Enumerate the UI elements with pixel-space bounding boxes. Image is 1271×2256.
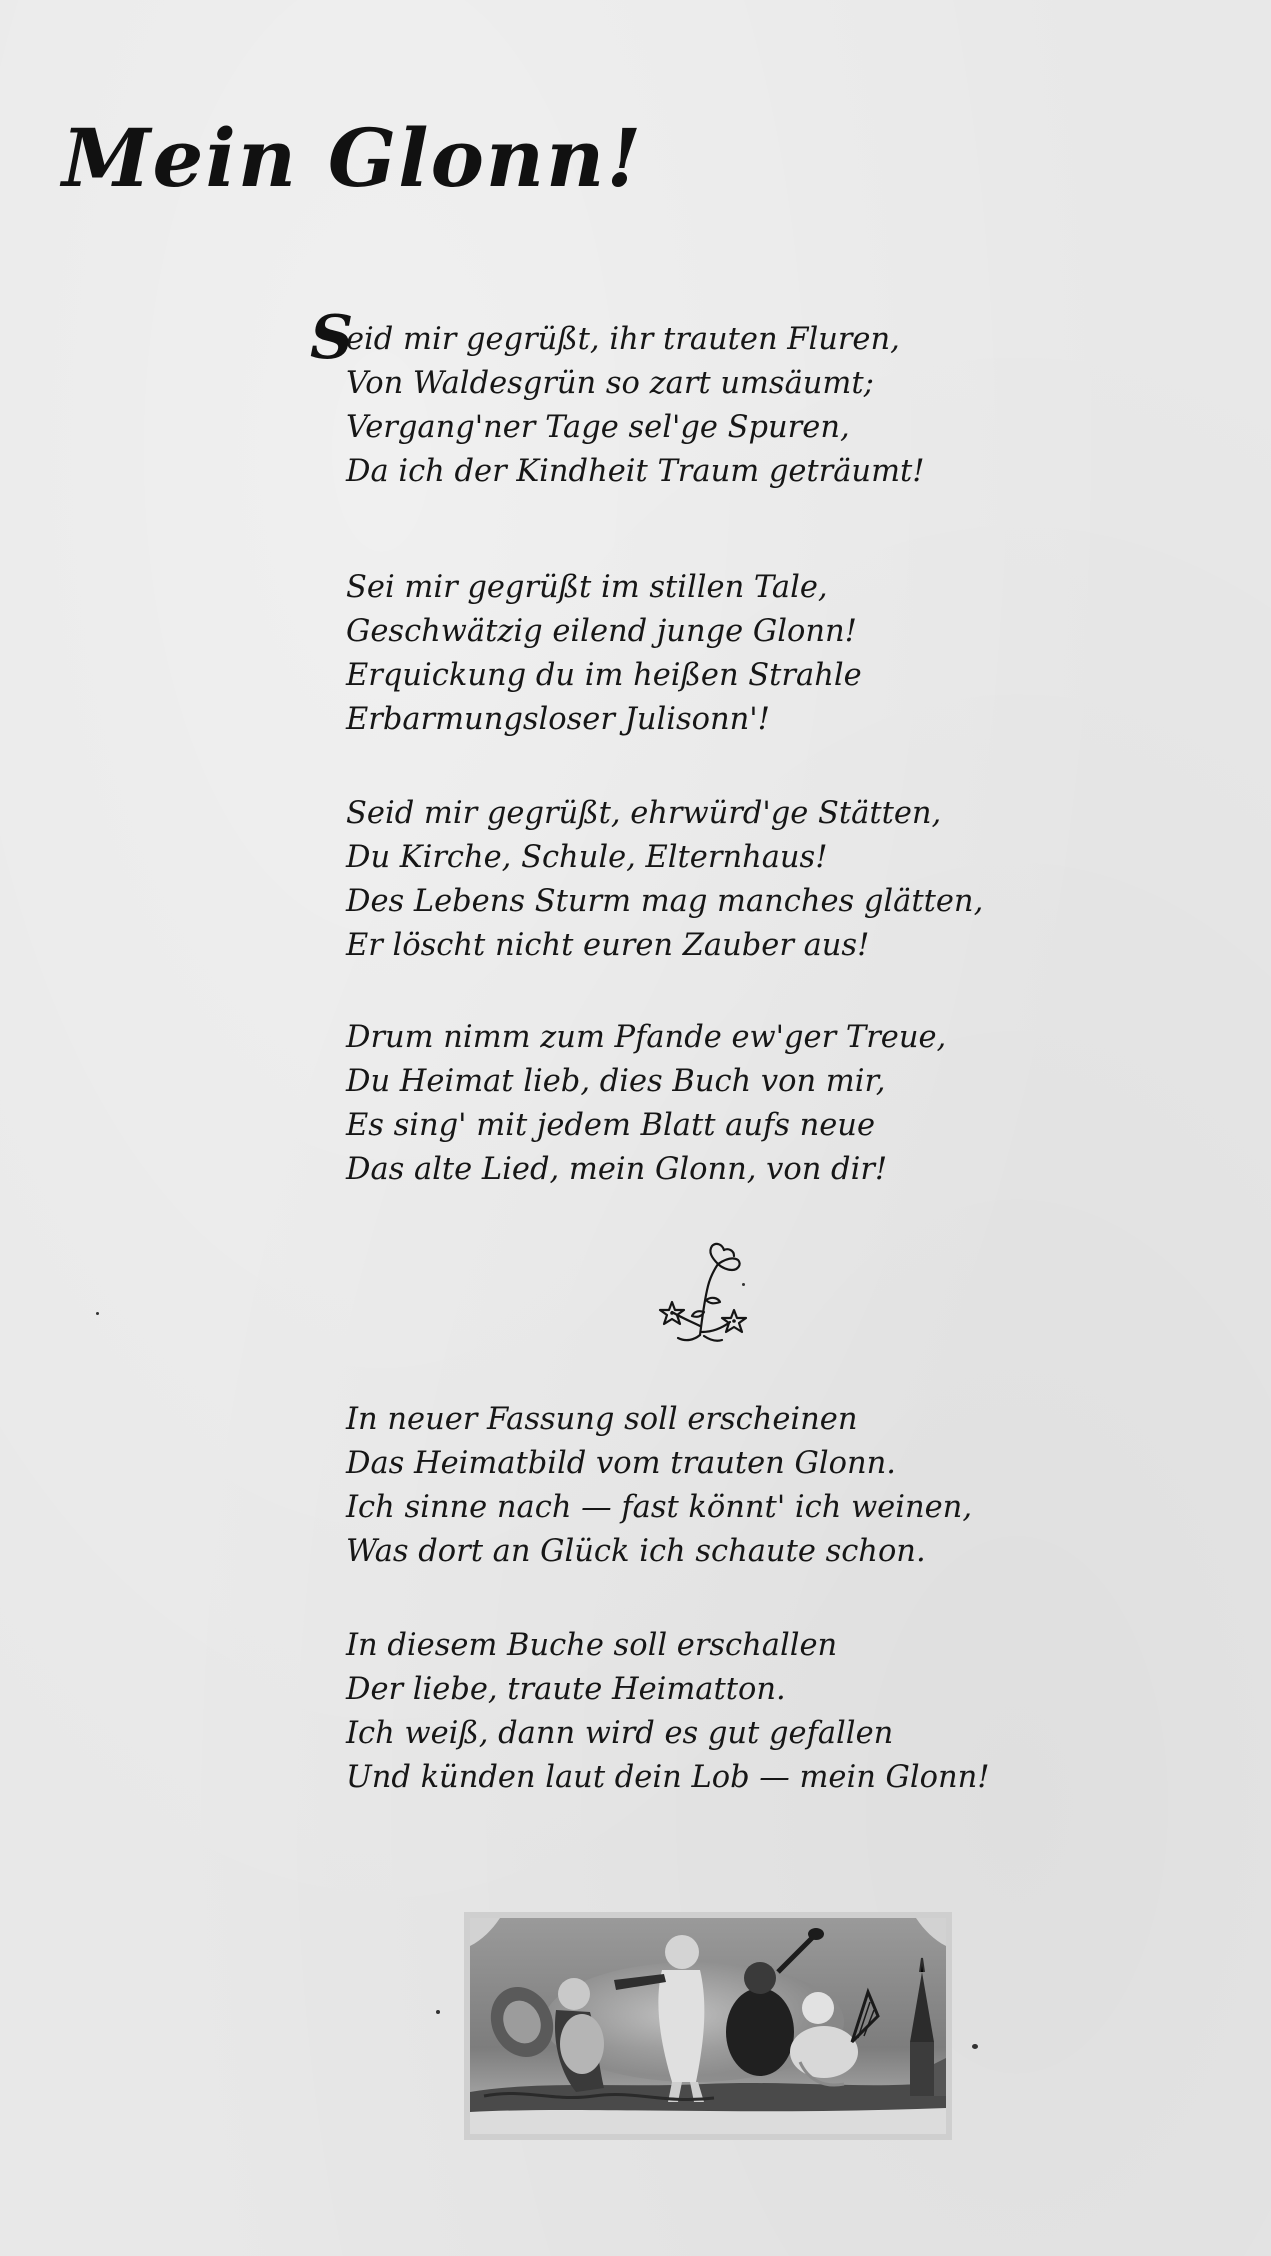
stanza-2 — [346, 566, 1126, 742]
poem-line: In neuer Fassung soll erscheinen — [346, 1402, 858, 1437]
poem-line: Da ich der Kindheit Traum geträumt! — [346, 454, 925, 489]
poem-line: Und künden laut dein Lob — mein Glonn! — [346, 1760, 990, 1795]
poem-line: Vergang'ner Tage sel'ge Spuren, — [346, 410, 850, 445]
print-speck — [972, 2044, 978, 2049]
print-speck — [742, 1283, 745, 1286]
poem-line: Seid mir gegrüßt, ehrwürd'ge Stätten, — [346, 796, 942, 831]
poem-line: Du Kirche, Schule, Elternhaus! — [346, 840, 828, 875]
drop-cap: S — [310, 303, 354, 373]
poem-line: Er löscht nicht euren Zauber aus! — [346, 928, 870, 963]
stanza-6 — [346, 1624, 1126, 1800]
poem-line: Das Heimatbild vom trauten Glonn. — [346, 1446, 896, 1481]
page-title: Mein Glonn! — [62, 111, 644, 205]
stanza-5 — [346, 1398, 1126, 1574]
poem-line: Es sing' mit jedem Blatt aufs neue — [346, 1108, 875, 1143]
print-speck — [436, 2010, 440, 2014]
poem-line: Sei mir gegrüßt im stillen Tale, — [346, 570, 828, 605]
poem-line: Geschwätzig eilend junge Glonn! — [346, 614, 857, 649]
poem-line: Ich sinne nach — fast könnt' ich weinen, — [346, 1490, 973, 1525]
stanza-4 — [346, 1016, 1126, 1192]
flower-sprig-icon — [642, 1240, 762, 1360]
poem-line: In diesem Buche soll erschallen — [346, 1628, 838, 1663]
poem-line: Was dort an Glück ich schaute schon. — [346, 1534, 926, 1569]
poem-line: Das alte Lied, mein Glonn, von dir! — [346, 1152, 888, 1187]
cherubs-with-instruments-illustration — [464, 1912, 952, 2140]
print-speck — [96, 1312, 99, 1315]
poem-line: Ich weiß, dann wird es gut gefallen — [346, 1716, 894, 1751]
stanza-1 — [310, 303, 1126, 494]
poem-line: Des Lebens Sturm mag manches glätten, — [346, 884, 984, 919]
poem-line: Drum nimm zum Pfande ew'ger Treue, — [346, 1020, 947, 1055]
poem-line: eid mir gegrüßt, ihr trauten Fluren, — [346, 322, 900, 357]
poem-line: Erquickung du im heißen Strahle — [346, 658, 862, 693]
poem-line: Du Heimat lieb, dies Buch von mir, — [346, 1064, 886, 1099]
poem-line: Von Waldesgrün so zart umsäumt; — [346, 366, 874, 401]
poem-line: Erbarmungsloser Julisonn'! — [346, 702, 770, 737]
poem-line: Der liebe, traute Heimatton. — [346, 1672, 786, 1707]
stanza-3 — [346, 792, 1126, 968]
